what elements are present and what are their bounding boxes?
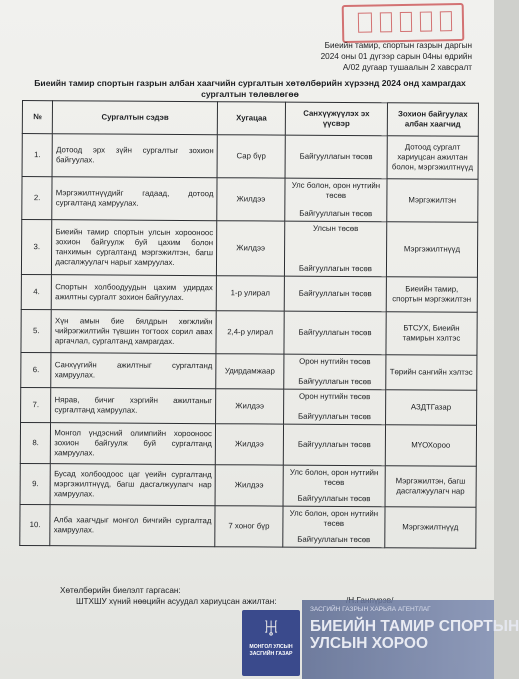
funding-source: Байгууллагын төсөв [297, 439, 371, 450]
row-duration: 2,4-р улирал [216, 311, 284, 354]
row-topic: Монгол үндэсний олимпийн хорооноос зохион байгуулж буй сургалтанд хамруулах. [51, 423, 216, 465]
row-funding [284, 354, 386, 390]
document-title: Биеийн тамир спортын газрын албан хаагчийн сургалтын хөтөлбөрийн хүрээнд 2024 онд хамрагдах сургалтын төлөвлөгөө [34, 78, 466, 99]
row-number: 2. [22, 177, 53, 220]
funding-source: Улсын төсөв [312, 223, 359, 234]
seal-small-text: ЗАСГИЙН ГАЗРЫН ХАРЬЯА АГЕНТЛАГ [310, 606, 431, 613]
row-responsible: БТСУХ, Биеийн тамирын хэлтэс [386, 312, 477, 356]
funding-source: Орон нутгийн төсөв [299, 356, 371, 367]
header-duration: Хугацаа [217, 102, 285, 135]
funding-source: Байгууллагын төсөв [298, 288, 372, 299]
row-duration: Жилдээ [216, 221, 284, 276]
seal-big-line-2: УЛСЫН ХОРОО [310, 635, 429, 652]
funding-source: Байгууллагын төсөв [299, 151, 373, 162]
row-duration: Жилдээ [215, 424, 283, 465]
row-duration: 7 хоног бүр [215, 506, 283, 547]
row-funding [284, 276, 386, 312]
row-funding [284, 389, 386, 425]
row-duration: Жилдээ [215, 389, 283, 424]
table-row [20, 422, 476, 466]
funding-source: Улс болон, орон нутгийн төсөв [289, 467, 379, 487]
table-row [20, 504, 476, 548]
row-topic: Нярав, бичиг хэргийн ажилтаныг сургалтанд хамруулах. [51, 388, 216, 424]
row-number: 7. [21, 387, 52, 422]
row-responsible: Дотоод сургалт хариуцсан ажилтан болон, мэргэжилтнүүд [387, 136, 478, 180]
funding-source: Байгууллагын төсөв [298, 263, 372, 274]
government-emblem [242, 610, 300, 676]
row-duration: Сар бүр [217, 135, 285, 178]
row-funding [283, 506, 385, 548]
funding-source: Байгууллагын төсөв [298, 327, 372, 338]
row-topic: Биеийн тамир спортын улсын хорооноос зохион байгуулж буй цахим болон танхимын сургалтанд мэргэжилтэн, багш дасгалжуулагч нарыг хамруулах. [52, 220, 217, 276]
row-funding [285, 178, 387, 222]
row-responsible: АЗДТГазар [385, 390, 476, 426]
footer [60, 585, 277, 607]
training-plan-table [19, 100, 479, 549]
agency-seal [302, 600, 519, 679]
funding-source: Байгууллагын төсөв [297, 493, 371, 504]
row-number: 4. [21, 274, 52, 309]
row-duration: Удирдамжаар [216, 354, 284, 389]
funding-source: Улс болон, орон нутгийн төсөв [291, 180, 381, 200]
seal-big-line-1: БИЕИЙН ТАМИР СПОРТЫН [310, 618, 519, 635]
row-topic: Алба хаагчдыг монгол бичгийн сургалтад хамруулах. [50, 505, 215, 547]
row-responsible: Биеийн тамир, спортын мэргэжилтэн [386, 277, 477, 313]
table-row [22, 134, 478, 180]
funding-source: Улс болон, орон нутгийн төсөв [289, 508, 379, 528]
seal-big-text [310, 618, 519, 652]
footer-prepared-by: Хөтөлбөрийн биелэлт гаргасан: [60, 586, 181, 595]
footer-officer: ШТХШУ хүний нөөцийн асуудал хариуцсан ажилтан: [76, 597, 277, 606]
header-number: № [22, 101, 53, 134]
row-topic: Бусад холбоодоос цаг үеийн сургалтанд мэргэжилтнүүд, багш дасгалжуулагч нар хамруулах. [50, 464, 215, 506]
registration-stamp [342, 3, 465, 43]
row-responsible: Төрийн сангийн хэлтэс [386, 355, 477, 391]
row-number: 5. [21, 309, 52, 352]
row-number: 9. [20, 463, 51, 504]
row-funding [285, 221, 387, 277]
table-row [22, 177, 478, 223]
header-line-2: 2024 оны 01 дүгээр сарын 04ны өдрийн [320, 52, 472, 61]
row-topic: Мэргэжилтнүүдийг гадаад, дотоод сургалтанд хамруулах. [52, 177, 217, 221]
row-funding [284, 311, 386, 355]
row-funding [285, 135, 387, 179]
emblem-caption-2: ЗАСГИЙН ГАЗАР [249, 650, 293, 657]
funding-source: Байгууллагын төсөв [297, 534, 371, 545]
row-responsible: Мэргэжилтэн, багш дасгалжуулагч нар [385, 466, 476, 508]
row-number: 1. [22, 134, 53, 177]
row-duration: 1-р улирал [216, 276, 284, 311]
row-responsible: Мэргэжилтэн [387, 179, 478, 223]
soyombo-icon: ♅ [261, 612, 281, 642]
table-body [20, 134, 479, 549]
funding-source: Байгууллагын төсөв [298, 411, 371, 422]
row-number: 6. [21, 352, 52, 387]
row-responsible: МҮОХороо [385, 425, 476, 467]
funding-source: Байгууллагын төсөв [299, 208, 373, 219]
table-row [21, 220, 477, 278]
approval-header [272, 40, 472, 73]
header-responsible: Зохион байгуулах албан хаагчид [387, 103, 478, 137]
table-row [21, 387, 477, 425]
row-funding [283, 465, 385, 507]
table-row [20, 463, 476, 507]
row-responsible: Мэргэжилтнүүд [385, 507, 476, 549]
table-header-row [22, 101, 478, 137]
row-duration: Жилдээ [217, 178, 285, 221]
row-topic: Спортын холбоодуудын цахим удирдах ажилтны сургалт зохион байгуулах. [52, 275, 217, 311]
row-number: 8. [20, 422, 51, 463]
table-row [21, 309, 477, 355]
funding-source: Орон нутгийн төсөв [298, 391, 371, 402]
header-topic: Сургалтын сэдэв [53, 101, 218, 135]
header-line-1: Биеийн тамир, спортын газрын даргын [324, 41, 472, 50]
row-number: 10. [20, 504, 51, 545]
row-funding [283, 424, 385, 466]
row-responsible: Мэргэжилтнүүд [386, 222, 478, 278]
emblem-caption-1: МОНГОЛ УЛСЫН [249, 644, 293, 650]
row-topic: Хүн амын бие бялдрын хөгжлийн чийрэгжилтийн түвшин тогтоох сорил авах аргачлал, сургалтанд хамрагдах. [51, 310, 216, 354]
funding-source: Байгууллагын төсөв [298, 376, 372, 387]
header-line-3: А/02 дугаар тушаалын 2 хавсралт [342, 63, 472, 72]
row-duration: Жилдээ [215, 465, 283, 506]
header-funding: Санхүүжүүлэх эх үүсвэр [285, 102, 387, 136]
row-number: 3. [21, 220, 52, 275]
row-topic: Санхүүгийн ажилтныг сургалтанд хамруулах. [51, 353, 216, 389]
table-row [21, 352, 477, 390]
row-topic: Дотоод эрх зүйн сургалтыг зохион байгуулах. [52, 134, 217, 178]
table-row [21, 274, 477, 312]
